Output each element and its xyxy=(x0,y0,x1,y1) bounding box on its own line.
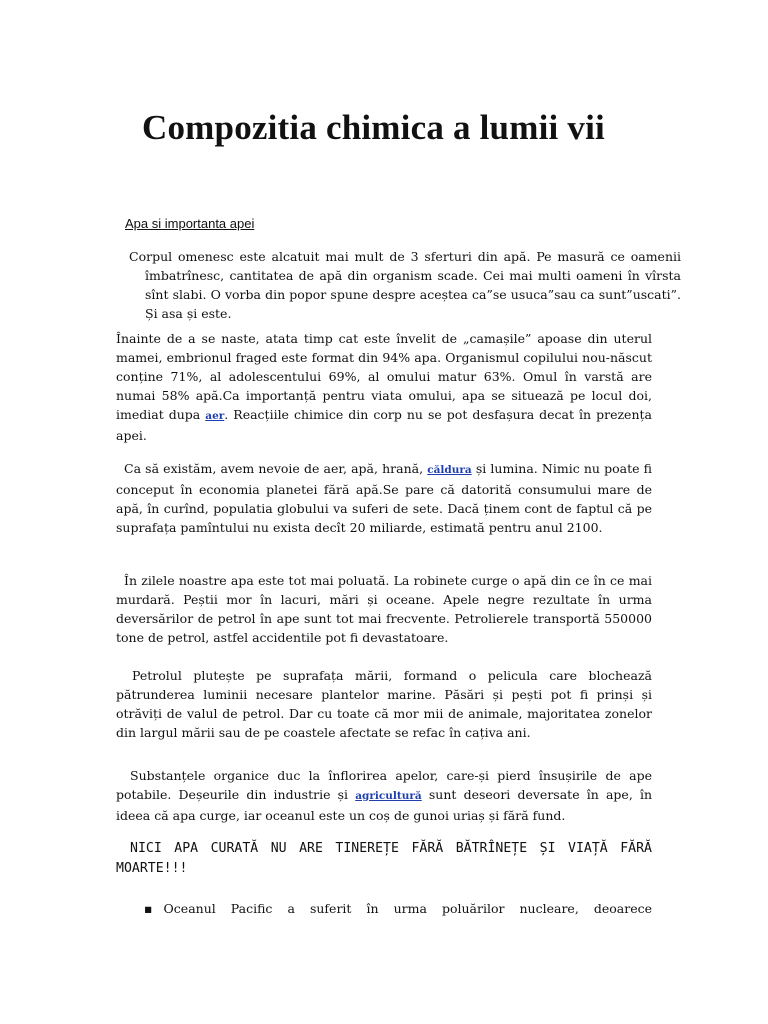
link-aer[interactable]: aer xyxy=(205,410,225,422)
paragraph-4: În zilele noastre apa este tot mai poluată. La robinete curge o apă din ce în ce mai murdară. Peștii mor în lacuri, mări și oceane. Apele negre rezultate în urma deversărilor de petrol în ape sunt tot mai frecvente. Petrolierele transportă 550000 tone de petrol, astfel accidentile pot fi devastatoare. xyxy=(116,573,652,645)
link-caldura[interactable]: căldura xyxy=(427,464,472,476)
notice-heading: NICI APA CURATĂ NU ARE TINEREȚE FĂRĂ BĂTRÎNEȚE ȘI VIAȚĂ FĂRĂ MOARTE!!! xyxy=(116,841,652,876)
paragraph-3-text-b: și lumina. Nimic nu poate fi conceput în economia planetei fără apă.Se pare că datorită consumului mare de apă, în curînd, populatia globului va suferi de sete. Dacă ținem cont de faptul că pe suprafața pamîntului nu exista decît 20 miliarde, estimată pentru anul 2100. xyxy=(116,461,652,535)
section-heading: Apa si importanta apei xyxy=(125,216,255,231)
paragraph-6-text-b: sunt deseori deversate în ape, în ideea că apa curge, iar oceanul este un coș de gunoi uriaș și fără fund. xyxy=(116,787,653,823)
paragraph-2-text-a: Înainte de a se naste, atata timp cat este învelit de „camașile” apoase din uterul mamei, embrionul fraged este format din 94% apa. Organismul copilului nou-născut conține 71%, al adolescentului 69%, al omului matur 63%. Omul în varstă are numai 58% apă.Ca importanță pentru viata omului, apa se situează pe locul doi, imediat dupa xyxy=(116,331,652,422)
bullet-marker: ▪ xyxy=(144,901,164,916)
bullet-text: Oceanul Pacific a suferit în urma poluărilor nucleare, deoarece xyxy=(163,901,652,916)
paragraph-3 xyxy=(116,459,652,537)
link-agricultura[interactable]: agricultură xyxy=(355,790,422,802)
paragraph-3-text-a: Ca să existăm, avem nevoie de aer, apă, hrană, xyxy=(124,461,428,476)
paragraph-1: Corpul omenesc este alcatuit mai mult de 3 sferturi din apă. Pe masură ce oamenii îmbatrînesc, cantitatea de apă din organism scade. Cei mai multi oameni în vîrsta sînt slabi. O vorba din popor spune despre aceștea ca”se usuca”sau ca sunt”uscati”. Și asa și este. xyxy=(129,249,681,321)
paragraph-6-text-a: Substanțele organice duc la înflorirea apelor, care-și pierd însușirile de ape potabile. Deșeurile din industrie și xyxy=(116,768,652,802)
bullet-item xyxy=(144,899,652,918)
paragraph-5: Petrolul plutește pe suprafața mării, formand o pelicula care blochează pătrunderea luminii necesare plantelor marine. Păsări și pești pot fi prinși și otrăviți de valul de petrol. Dar cu toate că mor mii de animale, majoritatea zonelor din largul mării sau de pe coastele afectate se refac în cațiva ani. xyxy=(116,668,652,740)
paragraph-2 xyxy=(116,329,652,445)
paragraph-6 xyxy=(116,766,652,825)
paragraph-2-text-b: . Reacțiile chimice din corp nu se pot desfașura decat în prezența apei. xyxy=(116,407,652,443)
page-title: Compozitia chimica a lumii vii xyxy=(142,108,605,147)
